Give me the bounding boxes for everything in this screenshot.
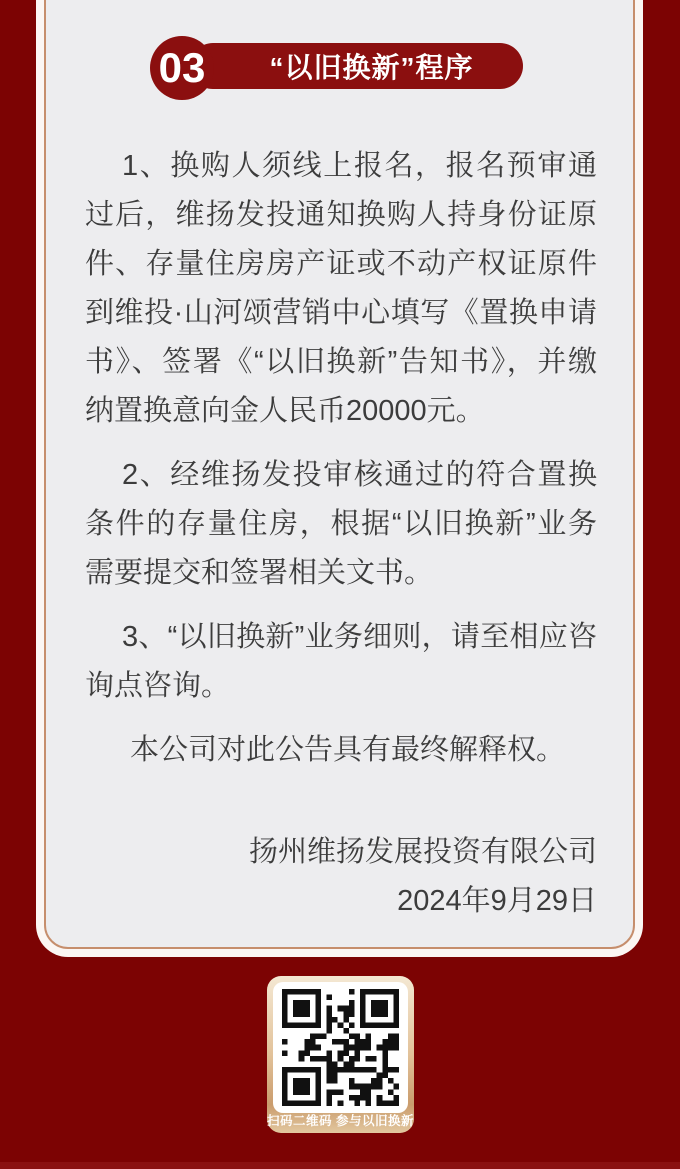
closing-statement: 本公司对此公告具有最终解释权。 <box>130 734 566 766</box>
section-number: 03 <box>158 44 206 91</box>
qr-frame <box>267 976 414 1133</box>
signature-date: 2024年9月29日 <box>397 885 597 917</box>
section-title-banner <box>190 43 523 89</box>
next-section-edge <box>0 1162 680 1169</box>
signature-block <box>85 828 597 926</box>
announcement-body <box>85 142 597 775</box>
signature-company: 扬州维扬发展投资有限公司 <box>248 836 597 868</box>
qr-code-pattern <box>282 989 399 1106</box>
section-number-badge <box>150 36 214 100</box>
qr-code <box>273 982 408 1113</box>
qr-caption: 扫码二维码 参与以旧换新 <box>267 1114 414 1128</box>
paragraph-2: 2、经维扬发投审核通过的符合置换条件的存量住房，根据“以旧换新”业务需要提交和签署相关文书。 <box>85 459 597 589</box>
paragraph-1: 1、换购人须线上报名，报名预审通过后，维扬发投通知换购人持身份证原件、存量住房房产证或不动产权证原件到维投·山河颂营销中心填写《置换申请书》、签署《“以旧换新”告知书》，并缴纳置换意向金人民币20000元。 <box>85 150 597 427</box>
section-title: “以旧换新”程序 <box>269 52 474 83</box>
paragraph-3: 3、“以旧换新”业务细则，请至相应咨询点咨询。 <box>85 621 597 702</box>
